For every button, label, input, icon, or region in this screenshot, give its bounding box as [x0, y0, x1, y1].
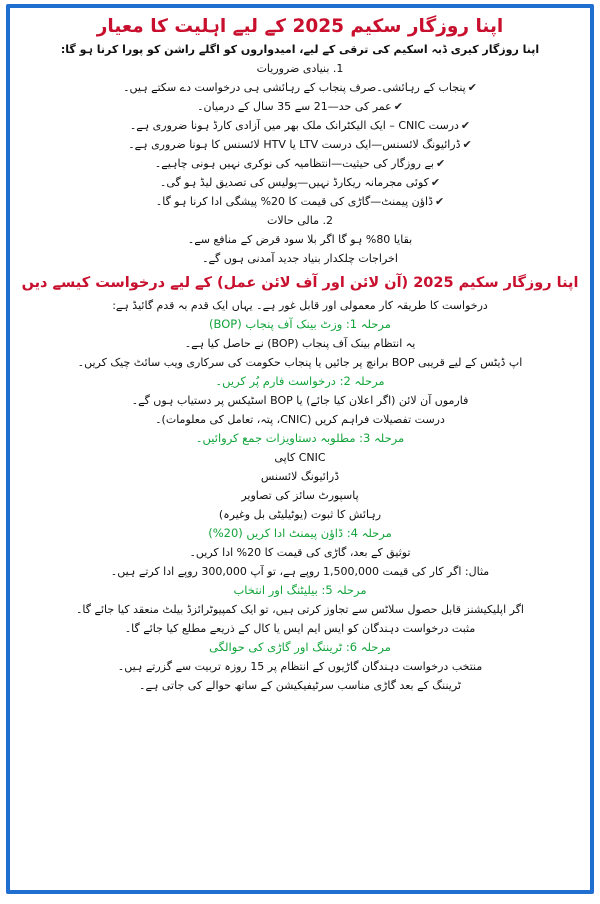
article-page — [6, 4, 594, 894]
basic-requirements-heading: 1. بنیادی ضروریات — [256, 62, 344, 75]
list-item: ✔ڈرائیونگ لائسنس—ایک درست LTV یا HTV لائسنس کا ہونا ضروری ہے۔ — [128, 138, 472, 151]
list-item: ڈرائیونگ لائسنس — [260, 470, 340, 483]
list-item: ✔بے روزگار کی حیثیت—انتظامیہ کی نوکری نہیں ہونی چاہیے۔ — [154, 157, 446, 170]
stage-1-label: مرحلہ 1: وزٹ بینک آف پنجاب (BOP) — [209, 317, 391, 331]
list-item: ✔ڈاؤن پیمنٹ—گاڑی کی قیمت کا 20% پیشگی ادا کرنا ہو گا۔ — [155, 195, 445, 208]
stage-6-label: مرحلہ 6: ٹریننگ اور گاڑی کی حوالگی — [209, 640, 391, 654]
check-mark-icon: ✔ — [434, 195, 445, 208]
list-item: ✔درست CNIC – ایک الیکٹرانک ملک بھر میں آزادی کارڈ ہونا ضروری ہے۔ — [129, 119, 471, 132]
check-mark-icon: ✔ — [430, 176, 441, 189]
list-item: ٹریننگ کے بعد گاڑی مناسب سرٹیفیکیشن کے ساتھ حوالے کی جاتی ہے۔ — [139, 679, 461, 692]
stage-3-label: مرحلہ 3: مطلوبہ دستاویزات جمع کروائیں۔ — [195, 431, 405, 445]
list-item: منتخب درخواست دہندگان گاڑیوں کے انتظام پر 15 روزہ تربیت سے گزرتے ہیں۔ — [117, 660, 483, 673]
how-to-apply-heading: اپنا روزگار سکیم 2025 (آن لائن اور آف لائن عمل) کے لیے درخواست کیسے دیں — [21, 275, 579, 291]
eligibility-heading: اپنا روزگار سکیم 2025 کے لیے اہلیت کا معیار — [96, 16, 504, 37]
check-mark-icon: ✔ — [467, 81, 477, 94]
basic-requirements-list — [20, 78, 580, 211]
stage-2-label: مرحلہ 2: درخواست فارم پُر کریں۔ — [215, 374, 385, 388]
check-mark-icon: ✔ — [462, 138, 472, 151]
list-item: مثبت درخواست دہندگان کو ایس ایم ایس یا کال کے ذریعے مطلع کیا جائے گا۔ — [124, 622, 476, 635]
check-mark-icon: ✔ — [435, 157, 446, 170]
how-to-apply-intro: درخواست کا طریقہ کار معمولی اور قابل غور ہے۔ یہاں ایک قدم بہ قدم گائیڈ ہے: — [112, 299, 488, 312]
list-item: ✔پنجاب کے رہائشی۔صرف پنجاب کے رہائشی ہی درخواست دے سکتے ہیں۔ — [123, 81, 477, 94]
list-item: CNIC کاپی — [274, 451, 326, 464]
list-item: توثیق کے بعد، گاڑی کی قیمت کا 20% ادا کریں۔ — [189, 546, 411, 559]
eligibility-intro: اپنا روزگار کیری ڈبہ اسکیم کی ترقی کے لیے، امیدواروں کو اگلے راشن کو پورا کرنا ہو گا: — [60, 43, 540, 56]
stage-5-label: مرحلہ 5: بیلیٹنگ اور انتخاب — [233, 583, 367, 597]
list-item: ✔کوئی مجرمانہ ریکارڈ نہیں—پولیس کی تصدیق لیڈ ہو گی۔ — [159, 176, 441, 189]
list-item: اگر اپلیکیشنز قابل حصول سلاٹس سے تجاوز کرتی ہیں، تو ایک کمپیوٹرائزڈ بیلٹ منعقد کیا جائے گا۔ — [75, 603, 524, 616]
check-mark-icon: ✔ — [393, 100, 403, 113]
stage-4-label: مرحلہ 4: ڈاؤن پیمنٹ ادا کریں (20%) — [208, 526, 392, 540]
list-item: پاسپورٹ سائز کی تصاویر — [241, 489, 359, 502]
list-item: ✔عمر کی حد—21 سے 35 سال کے درمیان۔ — [197, 100, 403, 113]
financial-conditions-heading: 2. مالی حالات — [266, 214, 334, 227]
list-item: درست تفصیلات فراہم کریں (CNIC، پتہ، تعامل کی معلومات)۔ — [155, 413, 445, 426]
list-item: رہائش کا ثبوت (یوٹیلیٹی بل وغیرہ) — [218, 508, 382, 521]
list-item: اپ ڈیٹس کے لیے قریبی BOP برانچ پر جائیں یا پنجاب حکومت کی سرکاری ویب سائٹ چیک کریں۔ — [77, 356, 523, 369]
list-item: بقایا 80% ہو گا اگر بلا سود قرض کے منافع سے۔ — [187, 233, 413, 246]
list-item: مثال: اگر کار کی قیمت 1,500,000 روپے ہے، تو آپ 300,000 روپے ادا کرتے ہیں۔ — [110, 565, 490, 578]
check-mark-icon: ✔ — [460, 119, 471, 132]
list-item: فارموں آن لائن (اگر اعلان کیا جائے) یا BOP اسٹیکس پر دستیاب ہوں گے۔ — [131, 394, 469, 407]
list-item: یہ انتظام بینک آف پنجاب (BOP) نے حاصل کیا ہے۔ — [184, 337, 416, 350]
list-item: اخراجات چلکدار بنیاد جدید آمدنی ہوں گے۔ — [202, 252, 398, 265]
